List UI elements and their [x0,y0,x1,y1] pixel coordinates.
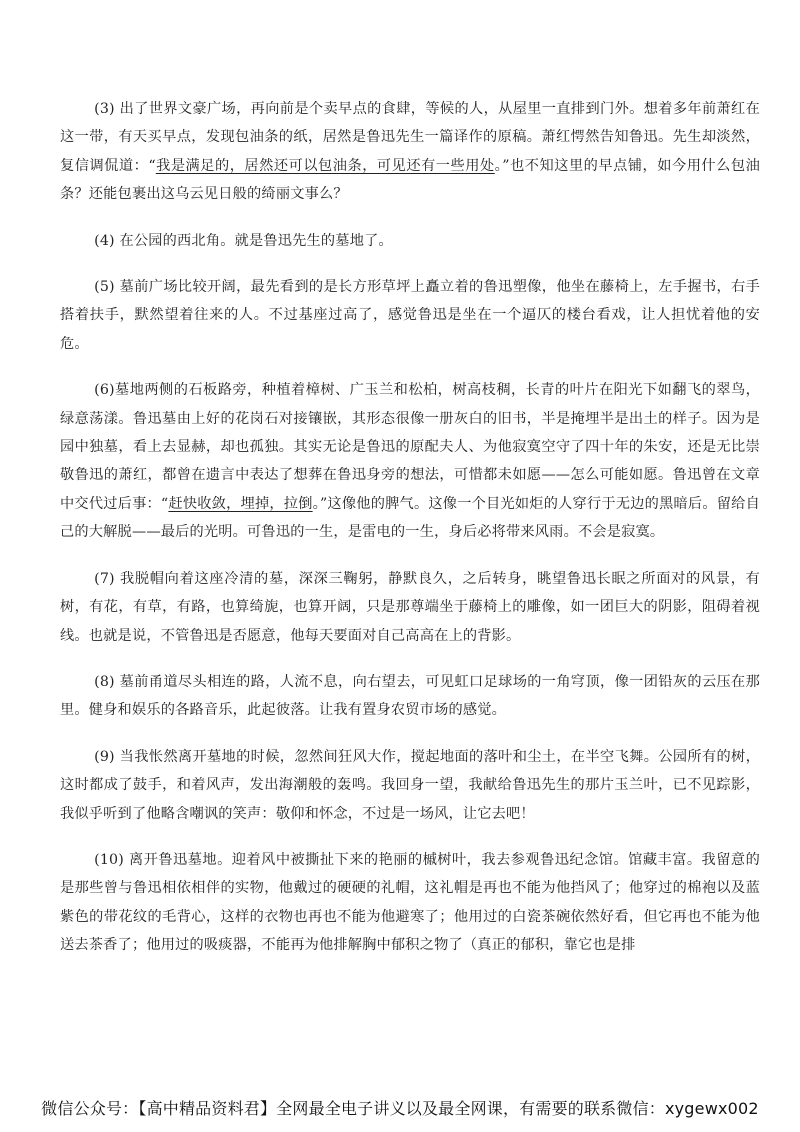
paragraph-8 [60,668,760,725]
paragraph-text: 墓前广场比较开阔，最先看到的是长方形草坪上矗立着的鲁迅塑像，他坐在藤椅上，左手握书，右手搭着扶手，默然望着往来的人。不过基座过高了，感觉鲁迅是坐在一个逼仄的楼台看戏，让人担忧着他的安危。 [60,279,760,352]
footer-watermark-text: 微信公众号：【高中精品资料君】全网最全电子讲义以及最全网课，有需要的联系微信：xygewx002 [41,1099,759,1118]
paragraph-text: 离开鲁迅墓地。迎着风中被撕扯下来的艳丽的槭树叶，我去参观鲁迅纪念馆。馆藏丰富。我留意的是那些曾与鲁迅相依相伴的实物，他戴过的硬硬的礼帽，这礼帽是再也不能为他挡风了；他穿过的棉袍以及蓝紫色的带花纹的毛背心，这样的衣物也再也不能为他避寒了；他用过的白瓷茶碗依然好看，但它再也不能为他送去茶香了；他用过的吸痰器，不能再为他排解胸中郁积之物了（真正的郁积，靠它也是排 [60,851,760,954]
paragraph-number: (7) [94,570,115,587]
underlined-quote: 我是满足的，居然还可以包油条，可见还有一些用处 [155,157,495,174]
paragraph-3 [60,95,760,209]
paragraph-7 [60,565,760,650]
paragraph-10 [60,846,760,960]
paragraph-text-end: 。”这像他的脾气。这像一个目光如炬的人穿行于无边的黑暗后。留给自己的大解脱——最后的光明。可鲁迅的一生，是雷电的一生，身后必将带来风雨。不会是寂寞。 [60,495,760,541]
paragraph-4 [60,227,760,255]
paragraph-text: 墓前甬道尽头相连的路，人流不息，向右望去，可见虹口足球场的一角穹顶，像一团铅灰的云压在那里。健身和娱乐的各路音乐，此起彼落。让我有置身农贸市场的感觉。 [60,673,760,719]
paragraph-number: (9) [94,748,115,765]
underlined-quote: 赶快收敛，埋掉，拉倒 [168,495,313,512]
paragraph-number: (8) [94,673,115,690]
article-body [60,95,760,978]
paragraph-6 [60,376,760,546]
paragraph-text: 出了世界文豪广场，再向前是个卖早点的食肆，等候的人，从屋里一直排到门外。想着多年前萧红在这一带，有天买早点，发现包油条的纸，居然是鲁迅先生一篇译作的原稿。萧红愕然告知鲁迅。先生却淡然，复信调侃道：“ [60,101,760,174]
paragraph-text: 我脱帽向着这座冷清的墓，深深三鞠躬，静默良久，之后转身，眺望鲁迅长眠之所面对的风景，有树，有花，有草，有路，也算绮旎，也算开阔，只是那尊端坐于藤椅上的雕像，如一团巨大的阴影，阻碍着视线。也就是说，不管鲁迅是否愿意，他每天要面对自己高高在上的背影。 [60,570,760,644]
paragraph-number: (3) [94,101,115,117]
paragraph-number: (4) [94,232,115,249]
paragraph-number: (6) [94,382,115,399]
paragraph-9 [60,743,760,828]
paragraph-number: (10) [94,851,125,868]
paragraph-text: 在公园的西北角。就是鲁迅先生的墓地了。 [114,232,393,249]
paragraph-text: 墓地两侧的石板路旁，种植着樟树、广玉兰和松柏，树高枝稠，长青的叶片在阳光下如翻飞的翠鸟，绿意荡漾。鲁迅墓由上好的花岗石对接镶嵌，其形态很像一册灰白的旧书，半是掩埋半是出土的样子。因为是园中独墓，看上去显赫，却也孤独。其实无论是鲁迅的原配夫人、为他寂寞空守了四十年的朱安，还是无比崇敬鲁迅的萧红，都曾在遗言中表达了想葬在鲁迅身旁的想法，可惜都未如愿——怎么可能如愿。鲁迅曾在文章中交代过后事：“ [60,382,760,512]
paragraph-text: 当我怅然离开墓地的时候，忽然间狂风大作，搅起地面的落叶和尘土，在半空飞舞。公园所有的树，这时都成了鼓手，和着风声，发出海潮般的轰鸣。我回身一望，我献给鲁迅先生的那片玉兰叶，已不见踪影，我似乎听到了他略含嘲讽的笑声：敬仰和怀念，不过是一场风，让它去吧！ [60,748,760,822]
paragraph-text-end: 。”也不知这里的早点铺，如今用什么包油条？还能包裹出这乌云见日般的绮丽文事么？ [60,157,760,203]
paragraph-5 [60,273,760,358]
paragraph-number: (5) [94,279,115,296]
